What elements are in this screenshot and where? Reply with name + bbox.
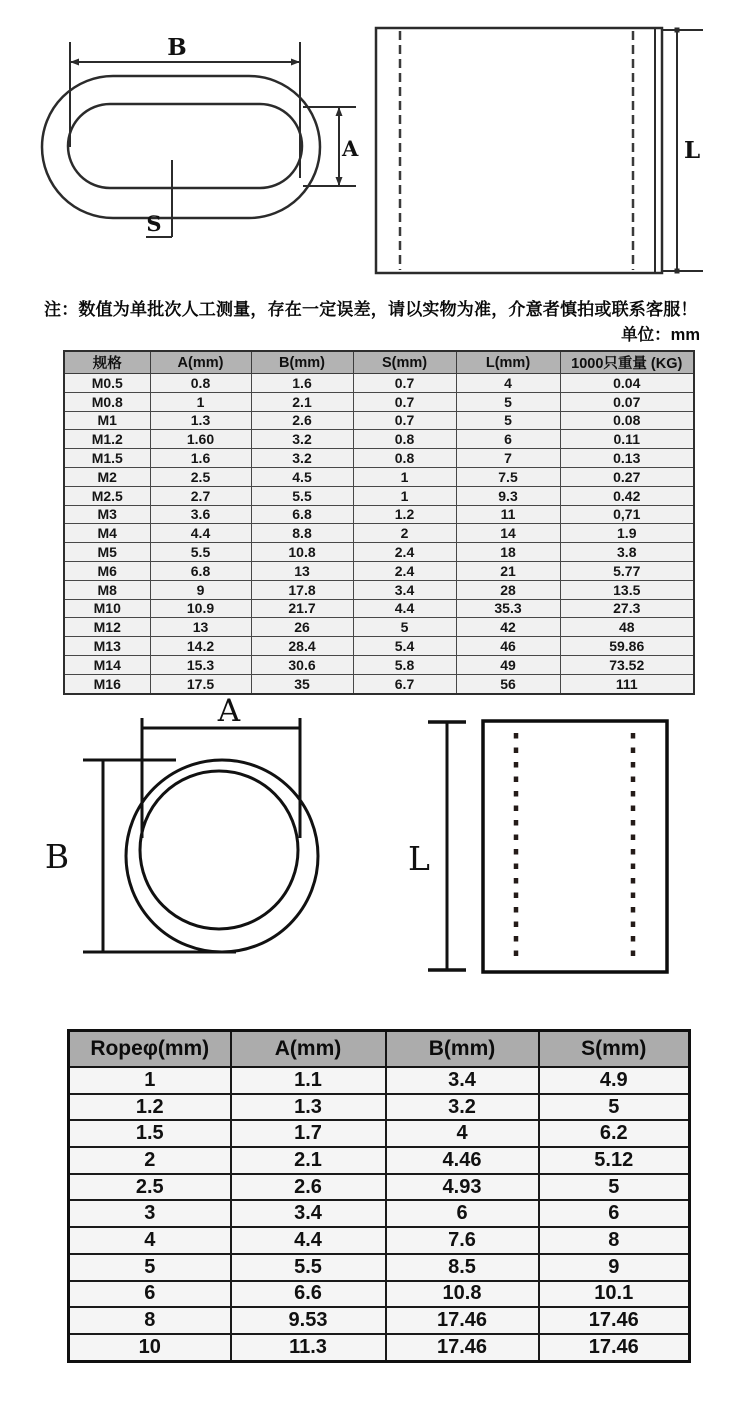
table-cell: 5	[539, 1094, 690, 1121]
table-row	[64, 374, 694, 393]
oval-outer-outline	[42, 76, 320, 218]
table-cell: 17.46	[539, 1334, 690, 1361]
table-cell: 0.42	[560, 486, 694, 505]
table-cell: 26	[251, 618, 353, 637]
table-cell: 2	[353, 524, 456, 543]
table-row	[64, 599, 694, 618]
table-cell: 5.12	[539, 1147, 690, 1174]
table-cell: 1	[353, 486, 456, 505]
measurement-note: 注：数值为单批次人工测量，存在一定误差，请以实物为准，介意者慎拍或联系客服！	[44, 300, 698, 319]
table-cell: 7.6	[386, 1227, 539, 1254]
table-cell: 5.4	[353, 637, 456, 656]
table-cell: 9	[539, 1254, 690, 1281]
sleeve-side-view-middle	[408, 721, 667, 972]
table-cell: M2.5	[64, 486, 150, 505]
table-cell: 8.8	[251, 524, 353, 543]
table-cell: 3.4	[353, 580, 456, 599]
column-header: Ropeφ(mm)	[69, 1031, 231, 1068]
dim-label-ring-a: A	[217, 693, 241, 729]
table-cell: M8	[64, 580, 150, 599]
table-row	[69, 1281, 690, 1308]
table-cell: 5.5	[150, 543, 251, 562]
table-cell: 1.6	[251, 374, 353, 393]
table-cell: 30.6	[251, 655, 353, 674]
table-cell: 18	[456, 543, 560, 562]
table-cell: 49	[456, 655, 560, 674]
table-cell: 4.4	[353, 599, 456, 618]
column-header: S(mm)	[353, 351, 456, 374]
column-header: S(mm)	[539, 1031, 690, 1068]
column-header: L(mm)	[456, 351, 560, 374]
table-cell: M12	[64, 618, 150, 637]
table-cell: 8	[539, 1227, 690, 1254]
table-cell: 28.4	[251, 637, 353, 656]
table-cell: 17.46	[386, 1307, 539, 1334]
table-cell: 48	[560, 618, 694, 637]
table-row	[64, 449, 694, 468]
dimension-diagrams-middle	[0, 690, 750, 990]
table-cell: 5	[456, 392, 560, 411]
table-cell: 5.5	[231, 1254, 386, 1281]
table-cell: 2.1	[251, 392, 353, 411]
sleeve-side-view-top	[376, 28, 703, 274]
table-row	[69, 1067, 690, 1094]
table-cell: 13	[251, 561, 353, 580]
table-cell: 6.7	[353, 674, 456, 693]
table-cell: 15.3	[150, 655, 251, 674]
table-cell: 6	[69, 1281, 231, 1308]
table-cell: 17.46	[386, 1334, 539, 1361]
table-cell: 5	[539, 1174, 690, 1201]
table-row	[64, 505, 694, 524]
table-cell: 1.2	[353, 505, 456, 524]
dim-label-l: L	[684, 137, 701, 164]
table-cell: 3.2	[386, 1094, 539, 1121]
rope-table-body	[69, 1067, 690, 1361]
table-cell: 4.46	[386, 1147, 539, 1174]
column-header: A(mm)	[231, 1031, 386, 1068]
table-cell: 4.93	[386, 1174, 539, 1201]
table-cell: 10.9	[150, 599, 251, 618]
table-row	[64, 430, 694, 449]
table-cell: 0.7	[353, 411, 456, 430]
column-header: B(mm)	[386, 1031, 539, 1068]
table-cell: 5.8	[353, 655, 456, 674]
oval-inner-outline	[68, 104, 302, 188]
table-cell: 10.8	[251, 543, 353, 562]
table-cell: 9.53	[231, 1307, 386, 1334]
table-cell: 5	[456, 411, 560, 430]
table-row	[64, 411, 694, 430]
a-arrow-top	[336, 107, 343, 116]
table-row	[69, 1120, 690, 1147]
table-cell: 6	[386, 1200, 539, 1227]
table-cell: 17.5	[150, 674, 251, 693]
dim-label-ring-b: B	[44, 837, 70, 876]
ring-end-view	[45, 693, 318, 952]
table-cell: 56	[456, 674, 560, 693]
spec-table-body	[64, 374, 694, 694]
table-cell: 35	[251, 674, 353, 693]
table-cell: 59.86	[560, 637, 694, 656]
table-cell: 21	[456, 561, 560, 580]
column-header: A(mm)	[150, 351, 251, 374]
table-row	[69, 1334, 690, 1361]
dim-label-a: A	[342, 136, 359, 161]
table-cell: 3	[69, 1200, 231, 1227]
table-row	[69, 1147, 690, 1174]
table-cell: 17.8	[251, 580, 353, 599]
table-cell: 0.7	[353, 374, 456, 393]
table-cell: M2	[64, 467, 150, 486]
table-cell: 0.7	[353, 392, 456, 411]
table-cell: 17.46	[539, 1307, 690, 1334]
table-cell: 13.5	[560, 580, 694, 599]
table-cell: 1.9	[560, 524, 694, 543]
table-cell: 1.6	[150, 449, 251, 468]
spec-table-header-row	[64, 351, 694, 374]
table-cell: M16	[64, 674, 150, 693]
table-cell: 4.4	[150, 524, 251, 543]
table-cell: 9	[150, 580, 251, 599]
table-cell: 42	[456, 618, 560, 637]
l-end-bottom	[675, 269, 680, 274]
table-cell: 111	[560, 674, 694, 693]
table-cell: M1.5	[64, 449, 150, 468]
table-cell: 5	[353, 618, 456, 637]
table-cell: 6	[456, 430, 560, 449]
table-cell: 46	[456, 637, 560, 656]
table-cell: 73.52	[560, 655, 694, 674]
table-cell: 27.3	[560, 599, 694, 618]
dim-label-sleeve-l: L	[408, 839, 430, 878]
table-cell: 13	[150, 618, 251, 637]
column-header: 规格	[64, 351, 150, 374]
l-end-top	[675, 28, 680, 33]
table-cell: M0.8	[64, 392, 150, 411]
table-cell: 5.5	[251, 486, 353, 505]
table-row	[64, 543, 694, 562]
table-cell: 3.4	[386, 1067, 539, 1094]
table-cell: 0.27	[560, 467, 694, 486]
table-row	[64, 486, 694, 505]
table-cell: 2.4	[353, 543, 456, 562]
oval-link-front-view	[42, 34, 359, 237]
table-cell: 1.60	[150, 430, 251, 449]
b-arrow-right	[291, 59, 300, 66]
table-cell: 7	[456, 449, 560, 468]
table-cell: 4	[69, 1227, 231, 1254]
table-cell: 0.8	[353, 430, 456, 449]
table-cell: 9.3	[456, 486, 560, 505]
table-cell: 21.7	[251, 599, 353, 618]
side-view-outline	[376, 28, 662, 273]
table-cell: 6.6	[231, 1281, 386, 1308]
table-cell: M3	[64, 505, 150, 524]
table-cell: 2.6	[231, 1174, 386, 1201]
a-arrow-bottom	[336, 177, 343, 186]
table-row	[69, 1307, 690, 1334]
table-cell: 2.6	[251, 411, 353, 430]
table-cell: 3.8	[560, 543, 694, 562]
table-cell: 1.3	[150, 411, 251, 430]
table-cell: 3.6	[150, 505, 251, 524]
table-cell: M10	[64, 599, 150, 618]
table-cell: 4.9	[539, 1067, 690, 1094]
table-cell: M14	[64, 655, 150, 674]
table-cell: 3.4	[231, 1200, 386, 1227]
table-cell: 5.77	[560, 561, 694, 580]
table-cell: 1.1	[231, 1067, 386, 1094]
table-cell: 0.08	[560, 411, 694, 430]
table-cell: 0.11	[560, 430, 694, 449]
table-row	[69, 1094, 690, 1121]
table-row	[64, 637, 694, 656]
dimension-diagrams-top	[0, 0, 750, 292]
table-row	[64, 467, 694, 486]
unit-label: 单位：mm	[621, 326, 700, 344]
table-cell: 4.4	[231, 1227, 386, 1254]
table-cell: 6.8	[150, 561, 251, 580]
dim-label-s: S	[146, 211, 162, 236]
ring-outer-circle	[126, 760, 318, 952]
column-header: B(mm)	[251, 351, 353, 374]
table-cell: 6.8	[251, 505, 353, 524]
table-row	[64, 561, 694, 580]
table-row	[69, 1254, 690, 1281]
rope-table-header-row	[69, 1031, 690, 1068]
table-cell: 4.5	[251, 467, 353, 486]
table-cell: 1.5	[69, 1120, 231, 1147]
table-cell: 11	[456, 505, 560, 524]
table-cell: 2.4	[353, 561, 456, 580]
table-row	[64, 392, 694, 411]
table-cell: 0,71	[560, 505, 694, 524]
table-cell: 4	[456, 374, 560, 393]
table-cell: 0.8	[150, 374, 251, 393]
table-cell: 8.5	[386, 1254, 539, 1281]
table-cell: 0.13	[560, 449, 694, 468]
table-cell: 10.1	[539, 1281, 690, 1308]
table-cell: M4	[64, 524, 150, 543]
b-arrow-left	[70, 59, 79, 66]
table-cell: 1	[150, 392, 251, 411]
table-cell: 11.3	[231, 1334, 386, 1361]
ring-inner-circle	[140, 771, 298, 929]
table-cell: 2.1	[231, 1147, 386, 1174]
table-cell: M1	[64, 411, 150, 430]
rope-table	[67, 1029, 691, 1363]
table-cell: 5	[69, 1254, 231, 1281]
table-cell: 3.2	[251, 430, 353, 449]
table-cell: 2.5	[69, 1174, 231, 1201]
table-row	[69, 1200, 690, 1227]
table-cell: 8	[69, 1307, 231, 1334]
table-cell: 6.2	[539, 1120, 690, 1147]
table-cell: 28	[456, 580, 560, 599]
table-cell: 35.3	[456, 599, 560, 618]
table-cell: M1.2	[64, 430, 150, 449]
table-cell: 1	[69, 1067, 231, 1094]
table-cell: 6	[539, 1200, 690, 1227]
table-cell: 1.3	[231, 1094, 386, 1121]
table-cell: 14	[456, 524, 560, 543]
sleeve-outline	[483, 721, 667, 972]
spec-table	[63, 350, 695, 695]
table-cell: 14.2	[150, 637, 251, 656]
table-cell: 1.7	[231, 1120, 386, 1147]
table-cell: 3.2	[251, 449, 353, 468]
table-cell: M6	[64, 561, 150, 580]
table-cell: 2.5	[150, 467, 251, 486]
table-row	[64, 580, 694, 599]
table-cell: 2	[69, 1147, 231, 1174]
table-cell: 4	[386, 1120, 539, 1147]
table-cell: M0.5	[64, 374, 150, 393]
table-cell: 0.8	[353, 449, 456, 468]
table-row	[69, 1174, 690, 1201]
dim-label-b: B	[167, 34, 187, 61]
table-row	[64, 524, 694, 543]
column-header: 1000只重量 (KG)	[560, 351, 694, 374]
table-cell: 2.7	[150, 486, 251, 505]
table-row	[64, 655, 694, 674]
table-row	[69, 1227, 690, 1254]
table-cell: 1.2	[69, 1094, 231, 1121]
table-cell: M5	[64, 543, 150, 562]
table-cell: 7.5	[456, 467, 560, 486]
table-cell: 0.07	[560, 392, 694, 411]
table-cell: M13	[64, 637, 150, 656]
table-cell: 0.04	[560, 374, 694, 393]
table-cell: 10	[69, 1334, 231, 1361]
table-cell: 1	[353, 467, 456, 486]
table-row	[64, 618, 694, 637]
table-cell: 10.8	[386, 1281, 539, 1308]
